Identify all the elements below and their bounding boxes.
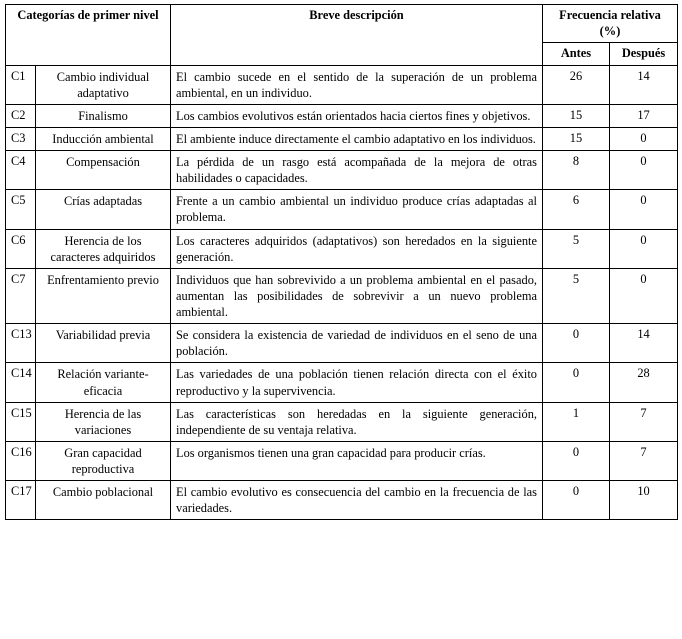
cell-after: 17: [610, 104, 678, 127]
table-row: [6, 481, 678, 520]
cell-description: La pérdida de un rasgo está acompañada de la mejora de otras habilidades o capacidades.: [171, 151, 543, 190]
cell-description: Los organismos tienen una gran capacidad para producir crías.: [171, 441, 543, 480]
cell-before: 15: [543, 127, 610, 150]
table-header: [6, 5, 678, 66]
cell-after: 0: [610, 151, 678, 190]
cell-category: Gran capacidad reproductiva: [36, 441, 171, 480]
cell-after: 7: [610, 441, 678, 480]
header-category: Categorías de primer nivel: [6, 5, 171, 66]
cell-category: Herencia de los caracteres adquiridos: [36, 229, 171, 268]
cell-after: 10: [610, 481, 678, 520]
cell-after: 28: [610, 363, 678, 402]
cell-code: C5: [6, 190, 36, 229]
cell-after: 0: [610, 268, 678, 323]
cell-category: Inducción ambiental: [36, 127, 171, 150]
header-before: Antes: [543, 43, 610, 66]
cell-description: Individuos que han sobrevivido a un problema ambiental en el pasado, aumentan las posibilidades de sobrevivir a un nuevo problema ambiental.: [171, 268, 543, 323]
cell-after: 14: [610, 65, 678, 104]
cell-code: C17: [6, 481, 36, 520]
cell-code: C1: [6, 65, 36, 104]
table-row: [6, 104, 678, 127]
cell-category: Enfrentamiento previo: [36, 268, 171, 323]
cell-after: 0: [610, 127, 678, 150]
cell-before: 8: [543, 151, 610, 190]
cell-code: C15: [6, 402, 36, 441]
cell-description: Las variedades de una población tienen relación directa con el éxito reproductivo y la supervivencia.: [171, 363, 543, 402]
cell-description: El cambio sucede en el sentido de la superación de un problema ambiental, en un individuo.: [171, 65, 543, 104]
cell-description: Las características son heredadas en la siguiente generación, independiente de su ventaja relativa.: [171, 402, 543, 441]
header-description: Breve descripción: [171, 5, 543, 66]
table-row: [6, 324, 678, 363]
cell-before: 6: [543, 190, 610, 229]
table-body: [6, 65, 678, 520]
table-row: [6, 151, 678, 190]
cell-category: Herencia de las variaciones: [36, 402, 171, 441]
header-after: Después: [610, 43, 678, 66]
table-row: [6, 363, 678, 402]
cell-before: 1: [543, 402, 610, 441]
cell-category: Cambio individual adaptativo: [36, 65, 171, 104]
cell-code: C4: [6, 151, 36, 190]
cell-before: 15: [543, 104, 610, 127]
cell-category: Compensación: [36, 151, 171, 190]
cell-before: 0: [543, 324, 610, 363]
cell-code: C16: [6, 441, 36, 480]
cell-before: 26: [543, 65, 610, 104]
cell-code: C2: [6, 104, 36, 127]
cell-category: Crías adaptadas: [36, 190, 171, 229]
cell-after: 0: [610, 229, 678, 268]
table-row: [6, 65, 678, 104]
header-row-main: [6, 5, 678, 43]
cell-after: 0: [610, 190, 678, 229]
cell-description: Los caracteres adquiridos (adaptativos) son heredados en la siguiente generación.: [171, 229, 543, 268]
cell-code: C3: [6, 127, 36, 150]
table-row: [6, 402, 678, 441]
cell-category: Variabilidad previa: [36, 324, 171, 363]
cell-after: 14: [610, 324, 678, 363]
cell-after: 7: [610, 402, 678, 441]
cell-category: Cambio poblacional: [36, 481, 171, 520]
cell-before: 0: [543, 363, 610, 402]
cell-before: 0: [543, 441, 610, 480]
cell-category: Finalismo: [36, 104, 171, 127]
cell-description: Frente a un cambio ambiental un individuo produce crías adaptadas al problema.: [171, 190, 543, 229]
table-row: [6, 441, 678, 480]
cell-description: El ambiente induce directamente el cambio adaptativo en los individuos.: [171, 127, 543, 150]
cell-code: C6: [6, 229, 36, 268]
table-row: [6, 127, 678, 150]
cell-before: 5: [543, 268, 610, 323]
cell-code: C13: [6, 324, 36, 363]
table-row: [6, 229, 678, 268]
cell-description: El cambio evolutivo es consecuencia del cambio en la frecuencia de las variedades.: [171, 481, 543, 520]
cell-before: 5: [543, 229, 610, 268]
cell-before: 0: [543, 481, 610, 520]
cell-code: C14: [6, 363, 36, 402]
cell-description: Los cambios evolutivos están orientados hacia ciertos fines y objetivos.: [171, 104, 543, 127]
categories-table: [5, 4, 678, 520]
table-row: [6, 190, 678, 229]
cell-category: Relación variante-eficacia: [36, 363, 171, 402]
cell-code: C7: [6, 268, 36, 323]
table-row: [6, 268, 678, 323]
cell-description: Se considera la existencia de variedad de individuos en el seno de una población.: [171, 324, 543, 363]
header-frequency: Frecuencia relativa (%): [543, 5, 678, 43]
